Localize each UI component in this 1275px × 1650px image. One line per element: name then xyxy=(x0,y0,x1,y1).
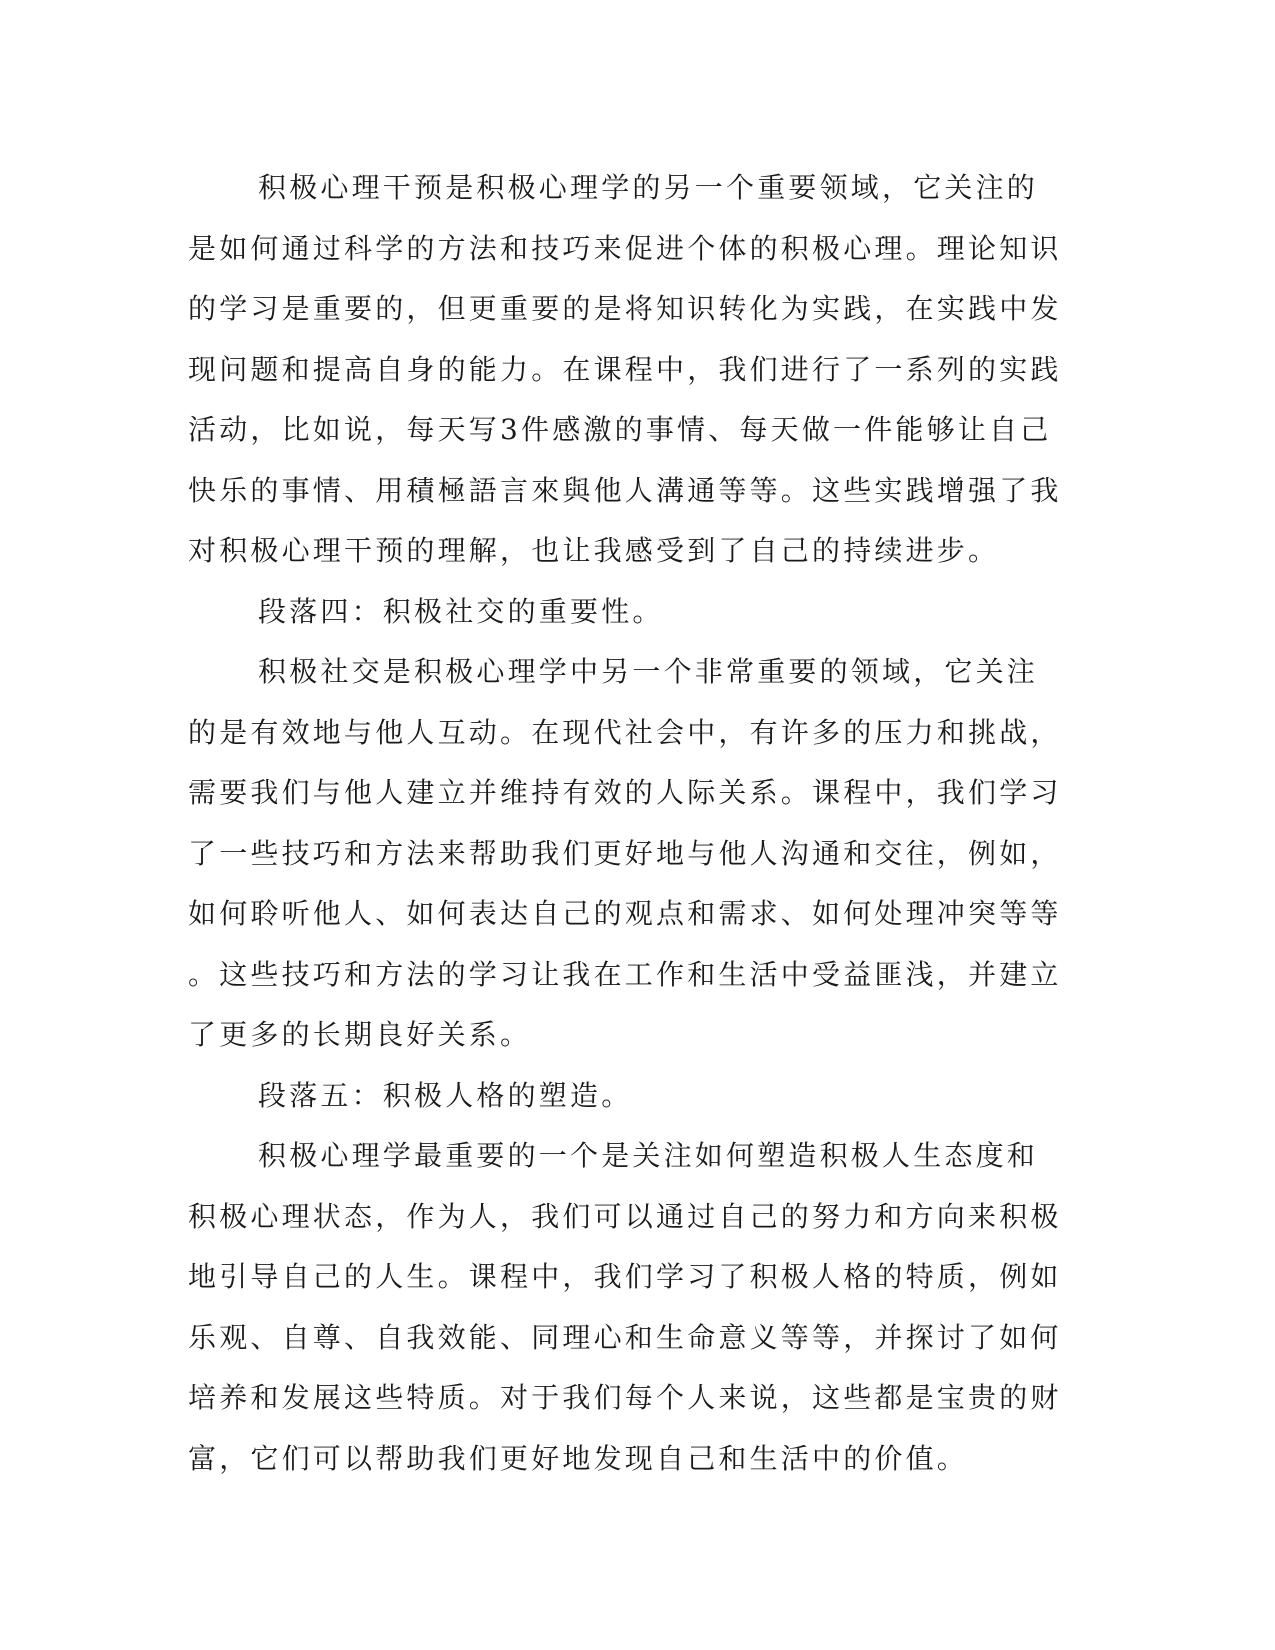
paragraph-positive-social: 积极社交是积极心理学中另一个非常重要的领域，它关注的是有效地与他人互动。在现代社会中，有许多的压力和挑战，需要我们与他人建立并维持有效的人际关系。课程中，我们学习了一些技巧和方法来帮助我们更好地与他人沟通和交往，例如，如何聆听他人、如何表达自己的观点和需求、如何处理冲突等等。这些技巧和方法的学习让我在工作和生活中受益匪浅，并建立了更多的长期良好关系。 xyxy=(188,655,1062,1051)
section-heading-five: 段落五：积极人格的塑造。 xyxy=(258,1078,633,1112)
paragraph-positive-personality: 积极心理学最重要的一个是关注如何塑造积极人生态度和积极心理状态，作为人，我们可以通过自己的努力和方向来积极地引导自己的人生。课程中，我们学习了积极人格的特质，例如乐观、自尊、自我效能、同理心和生命意义等等，并探讨了如何培养和发展这些特质。对于我们每个人来说，这些都是宝贵的财富，它们可以帮助我们更好地发现自己和生活中的价值。 xyxy=(188,1139,1062,1475)
paragraph-positive-intervention: 积极心理干预是积极心理学的另一个重要领域，它关注的是如何通过科学的方法和技巧来促进个体的积极心理。理论知识的学习是重要的，但更重要的是将知识转化为实践，在实践中发现问题和提高自身的能力。在课程中，我们进行了一系列的实践活动，比如说，每天写3件感激的事情、每天做一件能够让自己快乐的事情、用積極語言來與他人溝通等等。这些实践增强了我对积极心理干预的理解，也让我感受到了自己的持续进步。 xyxy=(188,171,1062,567)
section-heading-four: 段落四：积极社交的重要性。 xyxy=(258,594,664,628)
document-body xyxy=(188,158,1066,1489)
